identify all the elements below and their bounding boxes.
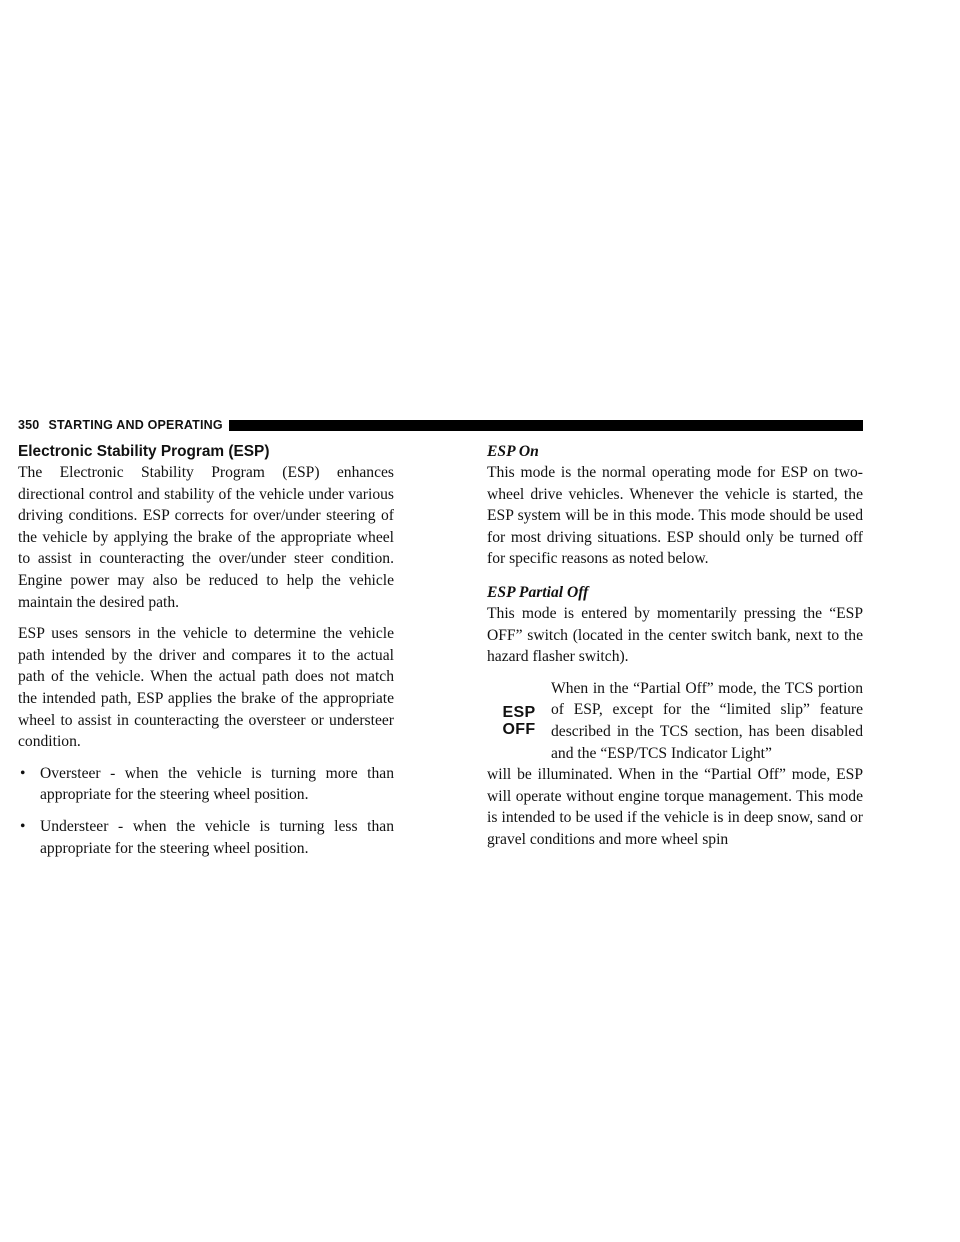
steer-conditions-list (18, 763, 394, 859)
list-item-understeer: • Understeer - when the vehicle is turning less than appropriate for the steering wheel position. (18, 816, 394, 859)
intro-paragraph: The Electronic Stability Program (ESP) enhances directional control and stability of the vehicle under various driving conditions. ESP corrects for over/under steering of the vehicle by applying the brake of the appropriate wheel to assist in counteracting the over/under steer condition. Engine power may also be reduced to help the vehicle maintain the desired path. (18, 464, 394, 611)
esp-off-indicator-block (487, 678, 863, 764)
esp-partial-off-paragraph: This mode is entered by momentarily pressing the “ESP OFF” switch (located in the center switch bank, next to the hazard flasher switch). (487, 604, 863, 666)
header-rule (229, 420, 863, 431)
esp-on-paragraph: This mode is the normal operating mode for ESP on two-wheel drive vehicles. Whenever the vehicle is started, the ESP system will be in this mode. This mode should be used for most driving situations. ESP should only be turned off for specific reasons as noted below. (487, 464, 863, 568)
esp-off-indicator-icon (487, 678, 551, 764)
esp-off-icon-line2: OFF (502, 720, 536, 738)
partial-off-continued: will be illuminated. When in the “Partial Off” mode, ESP will operate without engine torque management. This mode is intended to be used if the vehicle is in deep snow, sand or gravel conditions and more wheel spin (487, 766, 863, 848)
page-header (18, 418, 863, 432)
page-number: 350 (18, 418, 40, 432)
esp-partial-off-heading: ESP Partial Off (487, 583, 589, 601)
list-item-oversteer: • Oversteer - when the vehicle is turning more than appropriate for the steering wheel position. (18, 763, 394, 806)
section-title: STARTING AND OPERATING (48, 418, 223, 432)
esp-off-icon-line1: ESP (502, 703, 536, 721)
right-column (487, 441, 863, 851)
esp-heading: Electronic Stability Program (ESP) (18, 443, 270, 460)
partial-off-description: When in the “Partial Off” mode, the TCS portion of ESP, except for the “limited slip” feature described in the TCS section, has been disabled and the “ESP/TCS Indicator Light” (551, 679, 863, 762)
esp-on-heading: ESP On (487, 443, 539, 460)
left-column (18, 441, 394, 859)
sensors-paragraph: ESP uses sensors in the vehicle to determine the vehicle path intended by the driver and compares it to the actual path of the vehicle. When the actual path does not match the intended path, ESP applies the brake of the appropriate wheel to assist in counteracting the oversteer or understeer condition. (18, 625, 394, 751)
